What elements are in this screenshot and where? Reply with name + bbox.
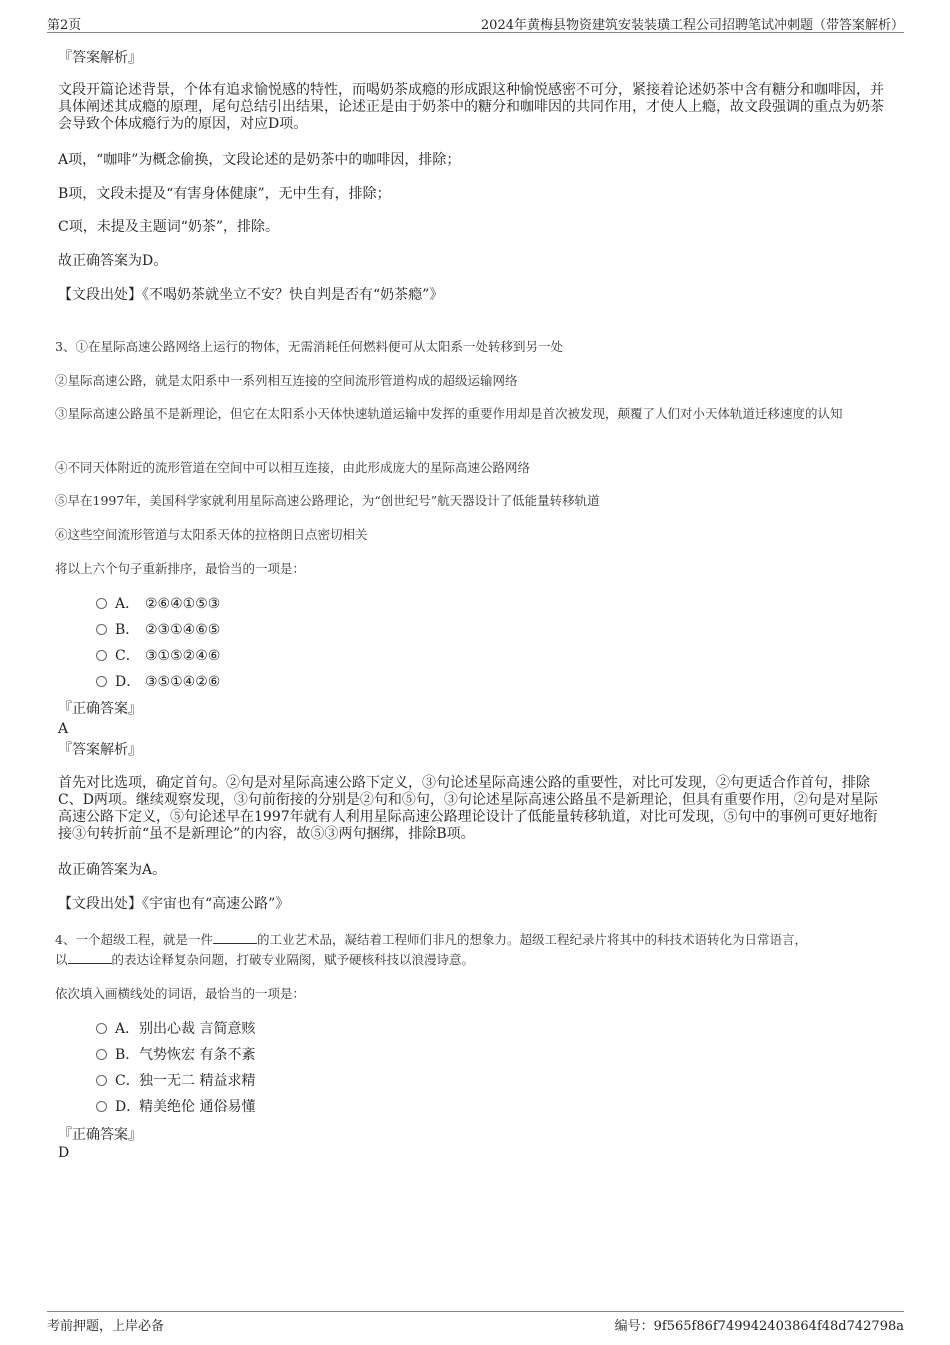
q4-answer: D xyxy=(58,1145,70,1161)
q3-conclusion: 故正确答案为A。 xyxy=(58,862,167,878)
q3-option-d[interactable]: D． ③⑤①④②⑥ xyxy=(96,672,220,692)
q3-sentence-6: ⑥这些空间流形管道与太阳系天体的拉格朗日点密切相关 xyxy=(55,527,368,542)
q3-analysis-label: 『答案解析』 xyxy=(58,742,142,758)
q3-sentence-1: 3、①在星际高速公路网络上运行的物体，无需消耗任何燃料便可从太阳系一处转移到另一处 xyxy=(55,339,563,354)
radio-icon[interactable] xyxy=(96,676,107,687)
q4-option-c[interactable]: C．独一无二 精益求精 xyxy=(96,1071,255,1091)
answer-blank xyxy=(68,952,112,964)
radio-icon[interactable] xyxy=(96,624,107,635)
q2-conclusion: 故正确答案为D。 xyxy=(58,253,168,269)
document-title: 2024年黄梅县物资建筑安装装璜工程公司招聘笔试冲刺题（带答案解析） xyxy=(480,18,904,33)
q3-option-b[interactable]: B． ②③①④⑥⑤ xyxy=(96,620,220,640)
radio-icon[interactable] xyxy=(96,1023,107,1034)
q3-sentence-5: ⑤早在1997年，美国科学家就利用星际高速公路理论，为“创世纪号”航天器设计了低能量转移轨道 xyxy=(55,493,600,508)
footer-slogan: 考前押题，上岸必备 xyxy=(47,1319,165,1334)
q2-option-b-note: B项，文段未提及“有害身体健康”，无中生有，排除； xyxy=(58,186,391,202)
page-footer xyxy=(47,1311,904,1336)
q3-option-a[interactable]: A． ②⑥④①⑤③ xyxy=(96,594,220,614)
radio-icon[interactable] xyxy=(96,598,107,609)
q3-analysis: 首先对比选项，确定首句。②句是对星际高速公路下定义，③句论述星际高速公路的重要性，对比可发现，②句更适合作首句，排除C、D两项。继续观察发现，③句前衔接的分别是②句和⑤句，③句论述星际高速公路虽不是新理论，但具有重要作用，②句是对星际高速公路下定义，⑤句论述早在1997年就有人利用星际高速公路理论设计了低能量转移轨道，对比可发现，⑤句中的事例可更好地衔接③句转折前“虽不是新理论”的内容，故⑤③两句捆绑，排除B项。 xyxy=(58,775,878,842)
q3-source: 【文段出处】《宇宙也有“高速公路”》 xyxy=(58,896,290,912)
radio-icon[interactable] xyxy=(96,1101,107,1112)
q4-option-d[interactable]: D．精美绝伦 通俗易懂 xyxy=(96,1097,255,1117)
document-id: 编号：9f565f86f749942403864f48d742798a xyxy=(614,1319,904,1334)
radio-icon[interactable] xyxy=(96,1075,107,1086)
q3-answer: A xyxy=(58,721,69,737)
answer-blank xyxy=(213,932,257,944)
q2-option-c-note: C项，未提及主题词“奶茶”，排除。 xyxy=(58,219,280,235)
q3-prompt: 将以上六个句子重新排序，最恰当的一项是： xyxy=(55,561,306,576)
q2-analysis-label: 『答案解析』 xyxy=(58,50,142,66)
radio-icon[interactable] xyxy=(96,650,107,661)
q4-option-a[interactable]: A．别出心裁 言简意赅 xyxy=(96,1019,255,1039)
page-number: 第2页 xyxy=(47,18,82,33)
radio-icon[interactable] xyxy=(96,1049,107,1060)
q3-sentence-4: ④不同天体附近的流形管道在空间中可以相互连接，由此形成庞大的星际高速公路网络 xyxy=(55,460,531,475)
q4-stem-line-1: 4、一个超级工程，就是一件 的工业艺术品，凝结着工程师们非凡的想象力。超级工程纪录片将其中的科技术语转化为日常语言， xyxy=(55,932,807,947)
q4-answer-label: 『正确答案』 xyxy=(58,1127,142,1143)
q2-option-a-note: A项，“咖啡”为概念偷换，文段论述的是奶茶中的咖啡因，排除； xyxy=(58,152,461,168)
page-header xyxy=(47,12,904,33)
q4-stem-line-2: 以 的表达诠释复杂问题，打破专业隔阂，赋予硬核科技以浪漫诗意。 xyxy=(55,952,475,967)
q4-prompt: 依次填入画横线处的词语，最恰当的一项是： xyxy=(55,986,306,1001)
q2-source: 【文段出处】《不喝奶茶就坐立不安？快自判是否有“奶茶瘾”》 xyxy=(58,287,444,303)
q3-answer-label: 『正确答案』 xyxy=(58,701,142,717)
q3-sentence-2: ②星际高速公路，就是太阳系中一系列相互连接的空间流形管道构成的超级运输网络 xyxy=(55,373,518,388)
q3-sentence-3: ③星际高速公路虽不是新理论，但它在太阳系小天体快速轨道运输中发挥的重要作用却是首次被发现，颠覆了人们对小天体轨道迁移速度的认知 xyxy=(55,406,843,421)
q3-option-c[interactable]: C． ③①⑤②④⑥ xyxy=(96,646,220,666)
q2-analysis: 文段开篇论述背景，个体有追求愉悦感的特性，而喝奶茶成瘾的形成跟这种愉悦感密不可分，紧接着论述奶茶中含有糖分和咖啡因，并具体阐述其成瘾的原理，尾句总结引出结果，论述正是由于奶茶中的糖分和咖啡因的共同作用，才使人上瘾，故文段强调的重点为奶茶会导致个体成瘾行为的原因，对应D项。 xyxy=(58,82,884,132)
q4-option-b[interactable]: B．气势恢宏 有条不紊 xyxy=(96,1045,255,1065)
